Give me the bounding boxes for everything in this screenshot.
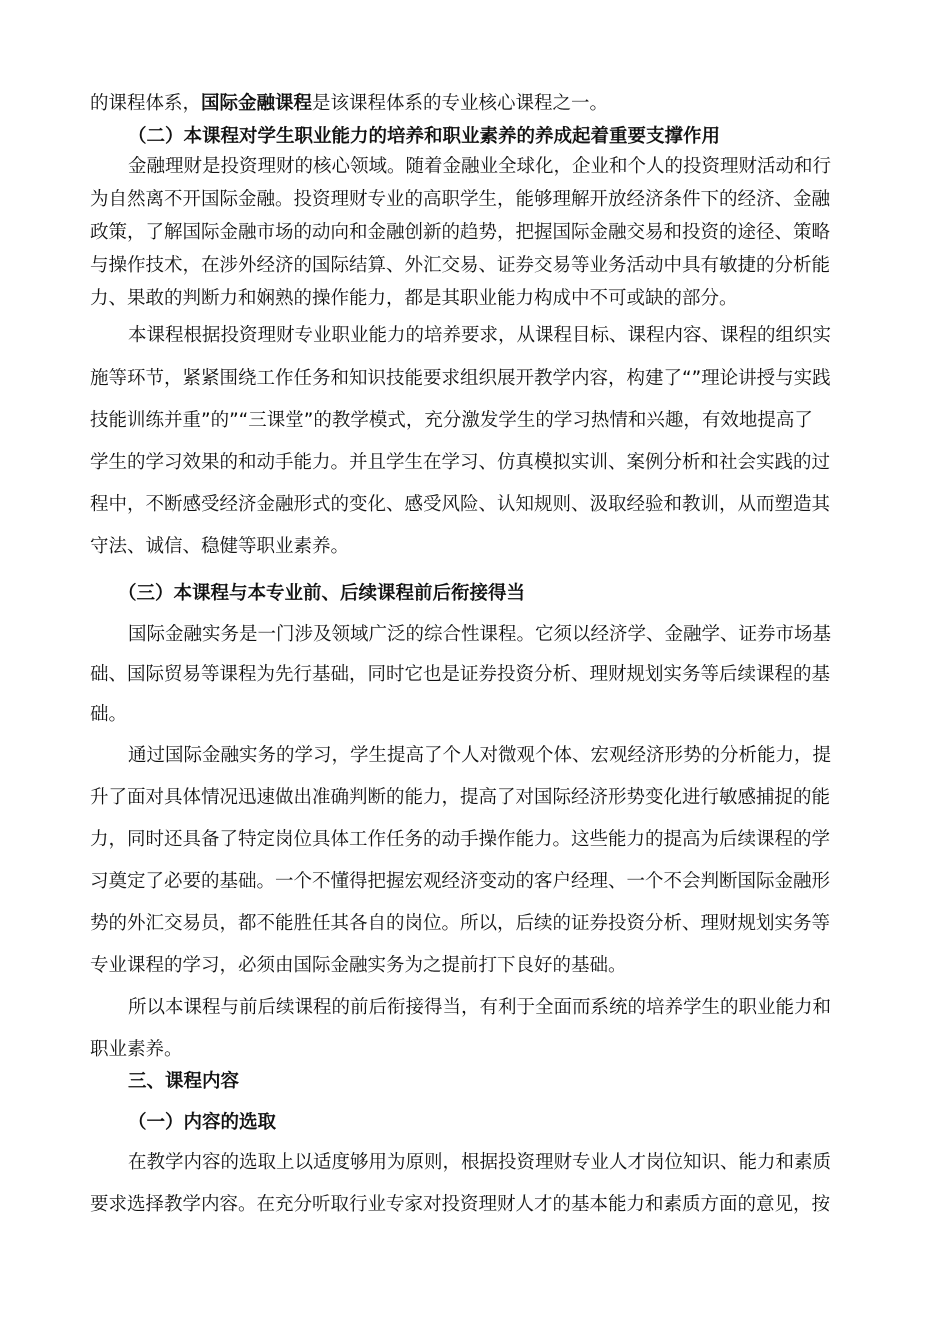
paragraph-line: 技能训练并重”的”“三课堂”的教学模式，充分激发学生的学习热情和兴趣，有效地提高了 [90,410,813,431]
paragraph-line: 守法、诚信、稳健等职业素养。 [90,536,350,557]
paragraph-line: 础。 [90,704,128,725]
paragraph-line: 政策，了解国际金融市场的动向和金融创新的趋势，把握国际金融交易和投资的途径、策略 [90,222,831,243]
paragraph-line: 在教学内容的选取上以适度够用为原则，根据投资理财专业人才岗位知识、能力和素质 [128,1152,832,1173]
paragraph-line: 施等环节，紧紧围绕工作任务和知识技能要求组织展开教学内容，构建了“”理论讲授与实践 [90,368,831,389]
paragraph-line: 力，同时还具备了特定岗位具体工作任务的动手操作能力。这些能力的提高为后续课程的学 [90,829,831,850]
section-heading-3: （三）本课程与本专业前、后续课程前后衔接得当 [118,583,526,604]
paragraph-line: 习奠定了必要的基础。一个不懂得把握宏观经济变动的客户经理、一个不会判断国际金融形 [90,871,831,892]
paragraph-line: 力、果敢的判断力和娴熟的操作能力，都是其职业能力构成中不可或缺的部分。 [90,288,738,309]
section-heading-2: （二）本课程对学生职业能力的培养和职业素养的养成起着重要支撑作用 [128,126,721,147]
paragraph-line: 为自然离不开国际金融。投资理财专业的高职学生，能够理解开放经济条件下的经济、金融 [90,189,831,210]
paragraph-line: 势的外汇交易员，都不能胜任其各自的岗位。所以，后续的证券投资分析、理财规划实务等 [90,913,831,934]
paragraph-line: 本课程根据投资理财专业职业能力的培养要求，从课程目标、课程内容、课程的组织实 [128,325,832,346]
paragraph-line: 升了面对具体情况迅速做出准确判断的能力，提高了对国际经济形势变化进行敏感捕捉的能 [90,787,831,808]
subsection-heading: （一）内容的选取 [128,1112,277,1133]
intro-text-post: 是该课程体系的专业核心课程之一。 [312,93,609,114]
paragraph-line: 通过国际金融实务的学习，学生提高了个人对微观个体、宏观经济形势的分析能力，提 [128,745,832,766]
paragraph-line: 职业素养。 [90,1039,183,1060]
paragraph-line: 专业课程的学习，必须由国际金融实务为之提前打下良好的基础。 [90,955,627,976]
intro-line [90,91,608,117]
paragraph-line: 金融理财是投资理财的核心领域。随着金融业全球化，企业和个人的投资理财活动和行 [128,156,832,177]
paragraph-line: 学生的学习效果的和动手能力。并且学生在学习、仿真模拟实训、案例分析和社会实践的过 [90,452,831,473]
paragraph-line: 要求选择教学内容。在充分听取行业专家对投资理财人才的基本能力和素质方面的意见，按 [90,1194,831,1215]
intro-bold-course: 国际金融课程 [201,93,313,114]
chapter-heading: 三、课程内容 [128,1071,240,1092]
paragraph-line: 与操作技术，在涉外经济的国际结算、外汇交易、证券交易等业务活动中具有敏捷的分析能 [90,255,831,276]
paragraph-line: 国际金融实务是一门涉及领域广泛的综合性课程。它须以经济学、金融学、证券市场基 [128,624,832,645]
paragraph-line: 础、国际贸易等课程为先行基础，同时它也是证券投资分析、理财规划实务等后续课程的基 [90,664,831,685]
paragraph-line: 所以本课程与前后续课程的前后衔接得当，有利于全面而系统的培养学生的职业能力和 [128,997,832,1018]
intro-text-pre: 的课程体系， [90,93,202,114]
paragraph-line: 程中，不断感受经济金融形式的变化、感受风险、认知规则、汲取经验和教训，从而塑造其 [90,494,831,515]
